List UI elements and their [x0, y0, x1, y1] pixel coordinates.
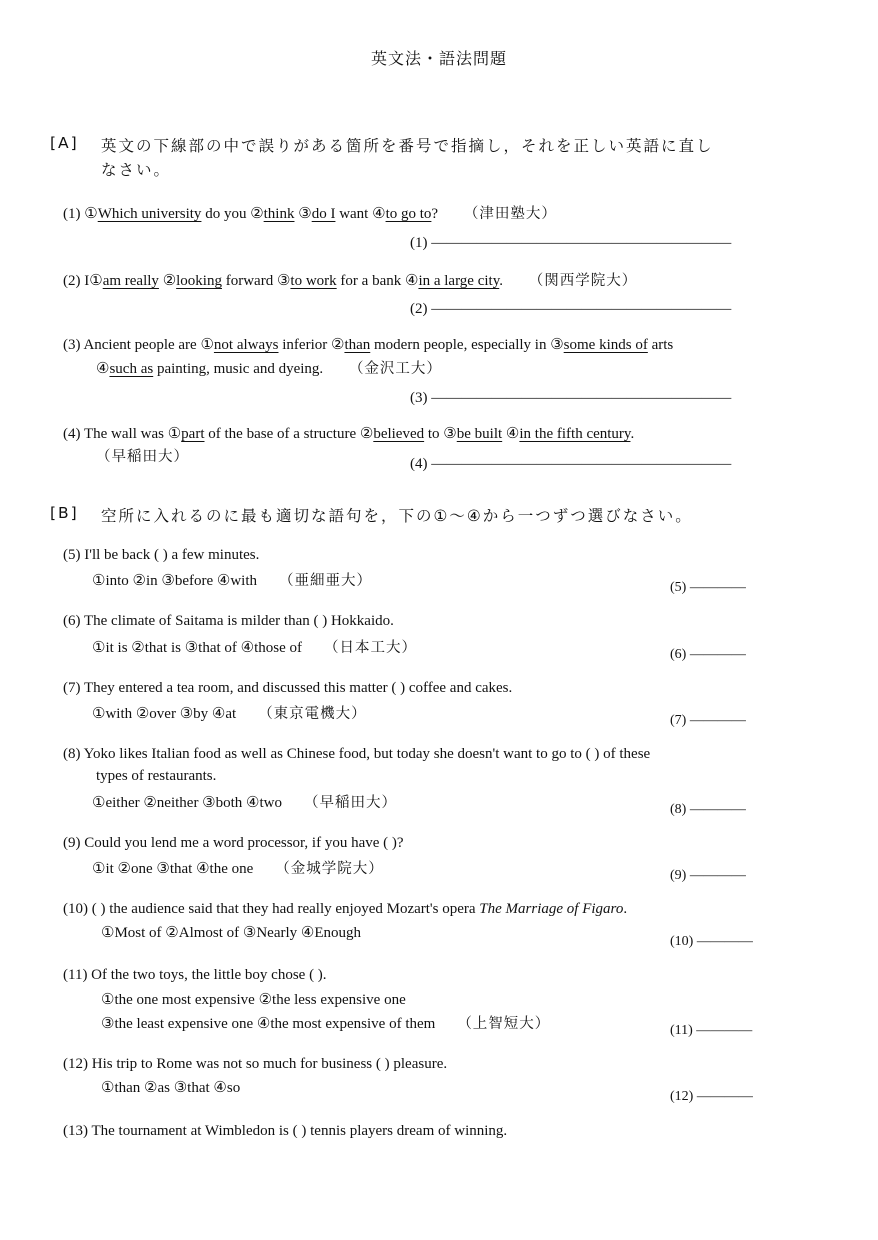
source-label: （東京電機大）	[258, 706, 367, 722]
section-b-instruction: 空所に入れるのに最も適切な語句を，下の①～④から一つずつ選びなさい。	[101, 507, 693, 525]
question-12-options: ①than ②as ③that ④so	[101, 1080, 241, 1096]
section-b-tag: [B]	[50, 504, 79, 522]
question-10-options: ①Most of ②Almost of ③Nearly ④Enough	[101, 925, 362, 941]
source-label: （早稲田大）	[96, 449, 189, 465]
source-label: （日本工大）	[324, 640, 418, 656]
source-label: （金沢工大）	[348, 361, 442, 377]
page-title: 英文法・語法問題	[370, 49, 507, 68]
question-8-options: ①either ②neither ③both ④two （早稲田大）	[92, 795, 397, 811]
answer-blank-10: (10) ————	[670, 934, 753, 949]
answer-line-4: (4) ————————————————————	[410, 456, 732, 472]
question-8-stem: (8) Yoko likes Italian food as well as Chinese food, but today she doesn't want to go to ( ) of these	[63, 746, 651, 762]
question-10-stem: (10) ( ) the audience said that they had really enjoyed Mozart's opera The Marriage of Figaro.	[63, 901, 628, 917]
section-a-instruction-cont: なさい。	[101, 161, 172, 179]
question-2: (2) I①am really ②looking forward ③to work for a bank ④in a large city. （関西学院大）	[63, 273, 638, 289]
source-label: （津田塾大）	[463, 206, 557, 222]
answer-line-2: (2) ————————————————————	[410, 301, 732, 317]
source-label: （金城学院大）	[275, 861, 384, 877]
source-label: （関西学院大）	[528, 273, 638, 289]
question-9-stem: (9) Could you lend me a word processor, if you have ( )?	[63, 835, 404, 851]
question-9-options: ①it ②one ③that ④the one （金城学院大）	[92, 861, 384, 877]
source-label: （早稲田大）	[304, 795, 397, 811]
answer-blank-12: (12) ————	[670, 1089, 753, 1104]
question-5-options: ①into ②in ③before ④with （亜細亜大）	[92, 573, 373, 589]
question-13-stem: (13) The tournament at Wimbledon is ( ) tennis players dream of winning.	[63, 1123, 508, 1139]
question-3: (3) Ancient people are ①not always inferior ②than modern people, especially in ③some kinds of arts	[63, 337, 674, 353]
question-1: (1) ①Which university do you ②think ③do I want ④to go to? （津田塾大）	[63, 206, 557, 222]
section-a-instruction: 英文の下線部の中で誤りがある箇所を番号で指摘し，それを正しい英語に直し	[101, 137, 714, 155]
source-label: （上智短大）	[457, 1016, 551, 1032]
answer-line-3: (3) ————————————————————	[410, 390, 732, 406]
answer-blank-8: (8) ————	[670, 802, 746, 817]
question-6-options: ①it is ②that is ③that of ④those of （日本工大）	[92, 640, 418, 656]
answer-blank-5: (5) ————	[670, 580, 746, 595]
question-11-stem: (11) Of the two toys, the little boy chose ( ).	[63, 967, 327, 983]
answer-line-1: (1) ————————————————————	[410, 235, 732, 251]
question-6-stem: (6) The climate of Saitama is milder than ( ) Hokkaido.	[63, 613, 394, 629]
question-12-stem: (12) His trip to Rome was not so much for business ( ) pleasure.	[63, 1056, 448, 1072]
question-7-options: ①with ②over ③by ④at （東京電機大）	[92, 706, 367, 722]
question-11-options-1: ①the one most expensive ②the less expensive one	[101, 992, 406, 1008]
question-3-cont: ④such as painting, music and dyeing. （金沢工大）	[96, 361, 442, 377]
source-label: （亜細亜大）	[279, 573, 373, 589]
question-4: (4) The wall was ①part of the base of a structure ②believed to ③be built ④in the fifth century.	[63, 426, 635, 442]
section-a-tag: [A]	[50, 134, 79, 152]
answer-blank-9: (9) ————	[670, 868, 746, 883]
question-7-stem: (7) They entered a tea room, and discussed this matter ( ) coffee and cakes.	[63, 680, 513, 696]
question-8-stem-cont: types of restaurants.	[96, 768, 217, 784]
question-11-options-2: ③the least expensive one ④the most expensive of them （上智短大）	[101, 1016, 551, 1032]
answer-blank-6: (6) ————	[670, 647, 746, 662]
answer-blank-7: (7) ————	[670, 713, 746, 728]
question-5-stem: (5) I'll be back ( ) a few minutes.	[63, 547, 260, 563]
answer-blank-11: (11) ————	[670, 1023, 753, 1038]
